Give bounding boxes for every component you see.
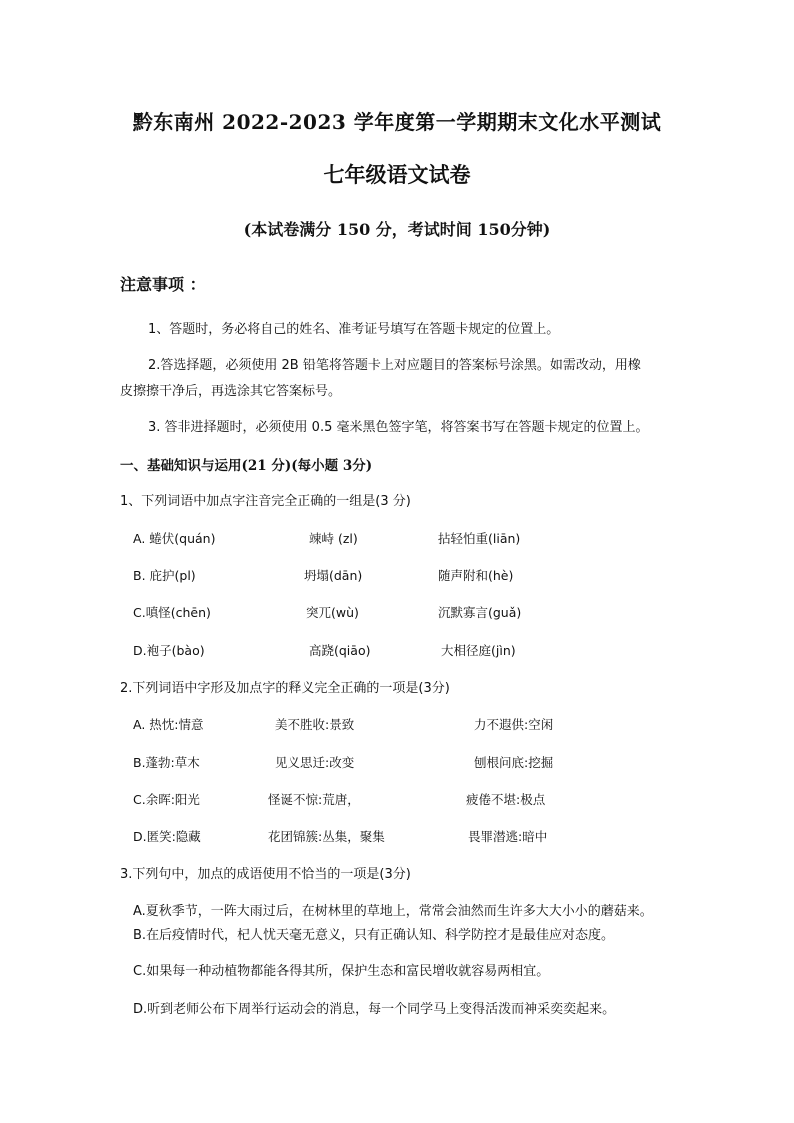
exam-note: (本试卷满分 150 分，考试时间 150分钟) [243, 220, 551, 239]
q1-option-row-b [0, 566, 794, 588]
q1-option-b-3: 随声附和(hè) [438, 568, 514, 583]
q2-option-row-c [0, 790, 794, 812]
q2-option-d-3: 畏罪潜逃:暗中 [468, 829, 548, 844]
q1-option-a-1: A. 蜷伏(quán) [133, 531, 216, 546]
q1-option-row-a [0, 529, 794, 551]
exam-subtitle: 七年级语文试卷 [323, 162, 471, 187]
q1-option-b-1: B. 庇护(pl) [133, 568, 196, 583]
q2-option-a-2: 美不胜收:景致 [275, 717, 355, 732]
q3-option-b: B.在后疫情时代，杞人忧天毫无意义，只有正确认知、科学防控才是最佳应对态度。 [133, 928, 615, 943]
q2-option-a-1: A. 热忱:情意 [133, 717, 204, 732]
section-heading: 一、基础知识与运用(21 分)(每小题 3分) [120, 458, 373, 474]
q1-option-d-3: 大相径庭(jìn) [441, 643, 516, 658]
q1-option-a-2: 竦峙 (zl) [309, 531, 358, 546]
q1-option-row-d [0, 641, 794, 663]
q2-option-row-b [0, 753, 794, 775]
notice-item-1: 1、答题时，务必将自己的姓名、准考证号填写在答题卡规定的位置上。 [148, 322, 560, 337]
q1-option-d-2: 高跷(qiāo) [309, 643, 371, 658]
q3-option-c: C.如果每一种动植物都能各得其所，保护生态和富民增收就容易两相宜。 [133, 964, 550, 979]
q2-option-c-2: 怪诞不惊:荒唐， [268, 792, 360, 807]
q2-option-d-1: D.匿笑:隐藏 [133, 829, 201, 844]
question-3-stem: 3.下列句中，加点的成语使用不恰当的一项是(3分) [120, 867, 411, 882]
exam-title: 黔东南州 2022-2023 学年度第一学期期末文化水平测试 [132, 110, 662, 134]
q2-option-c-1: C.余晖:阳光 [133, 792, 200, 807]
q2-option-b-3: 刨根问底:挖掘 [474, 755, 554, 770]
q3-option-a: A.夏秋季节，一阵大雨过后，在树林里的草地上，常常会油然而生许多大大小小的蘑菇来。 [133, 904, 653, 919]
question-1-stem: 1、下列词语中加点字注音完全正确的一组是(3 分) [120, 494, 411, 509]
notice-item-2: 2.答选择题，必须使用 2B 铅笔将答题卡上对应题目的答案标号涂黑。如需改动，用橡 [148, 358, 641, 373]
q2-option-a-3: 力不遐供:空闲 [474, 717, 554, 732]
q2-option-row-d [0, 827, 794, 849]
q1-option-c-1: C.嗔怪(chēn) [133, 605, 211, 620]
q2-option-b-1: B.蓬勃:草木 [133, 755, 200, 770]
q1-option-c-2: 突兀(wù) [306, 605, 359, 620]
q1-option-c-3: 沉默寡言(guǎ) [438, 605, 522, 620]
q2-option-row-a [0, 715, 794, 737]
q1-option-row-c [0, 603, 794, 625]
question-2-stem: 2.下列词语中字形及加点字的释义完全正确的一项是(3分) [120, 681, 450, 696]
notice-heading: 注意事项 ： [120, 275, 206, 294]
q2-option-c-3: 疲倦不堪:极点 [466, 792, 546, 807]
q1-option-d-1: D.袍子(bào) [133, 643, 205, 658]
notice-item-2-cont: 皮擦擦干净后，再选涂其它答案标号。 [120, 384, 342, 399]
notice-item-3: 3. 答非进择题时，必须使用 0.5 毫米黑色签字笔，将答案书写在答题卡规定的位置上。 [148, 420, 649, 435]
q1-option-a-3: 拈轻怕重(liān) [438, 531, 521, 546]
q2-option-b-2: 见义思迁:改变 [275, 755, 355, 770]
q2-option-d-2: 花团锦簇:丛集，聚集 [268, 829, 385, 844]
q3-option-d: D.听到老师公布下周举行运动会的消息，每一个同学马上变得活泼而神采奕奕起来。 [133, 1002, 616, 1017]
q1-option-b-2: 坍塌(dān) [304, 568, 363, 583]
